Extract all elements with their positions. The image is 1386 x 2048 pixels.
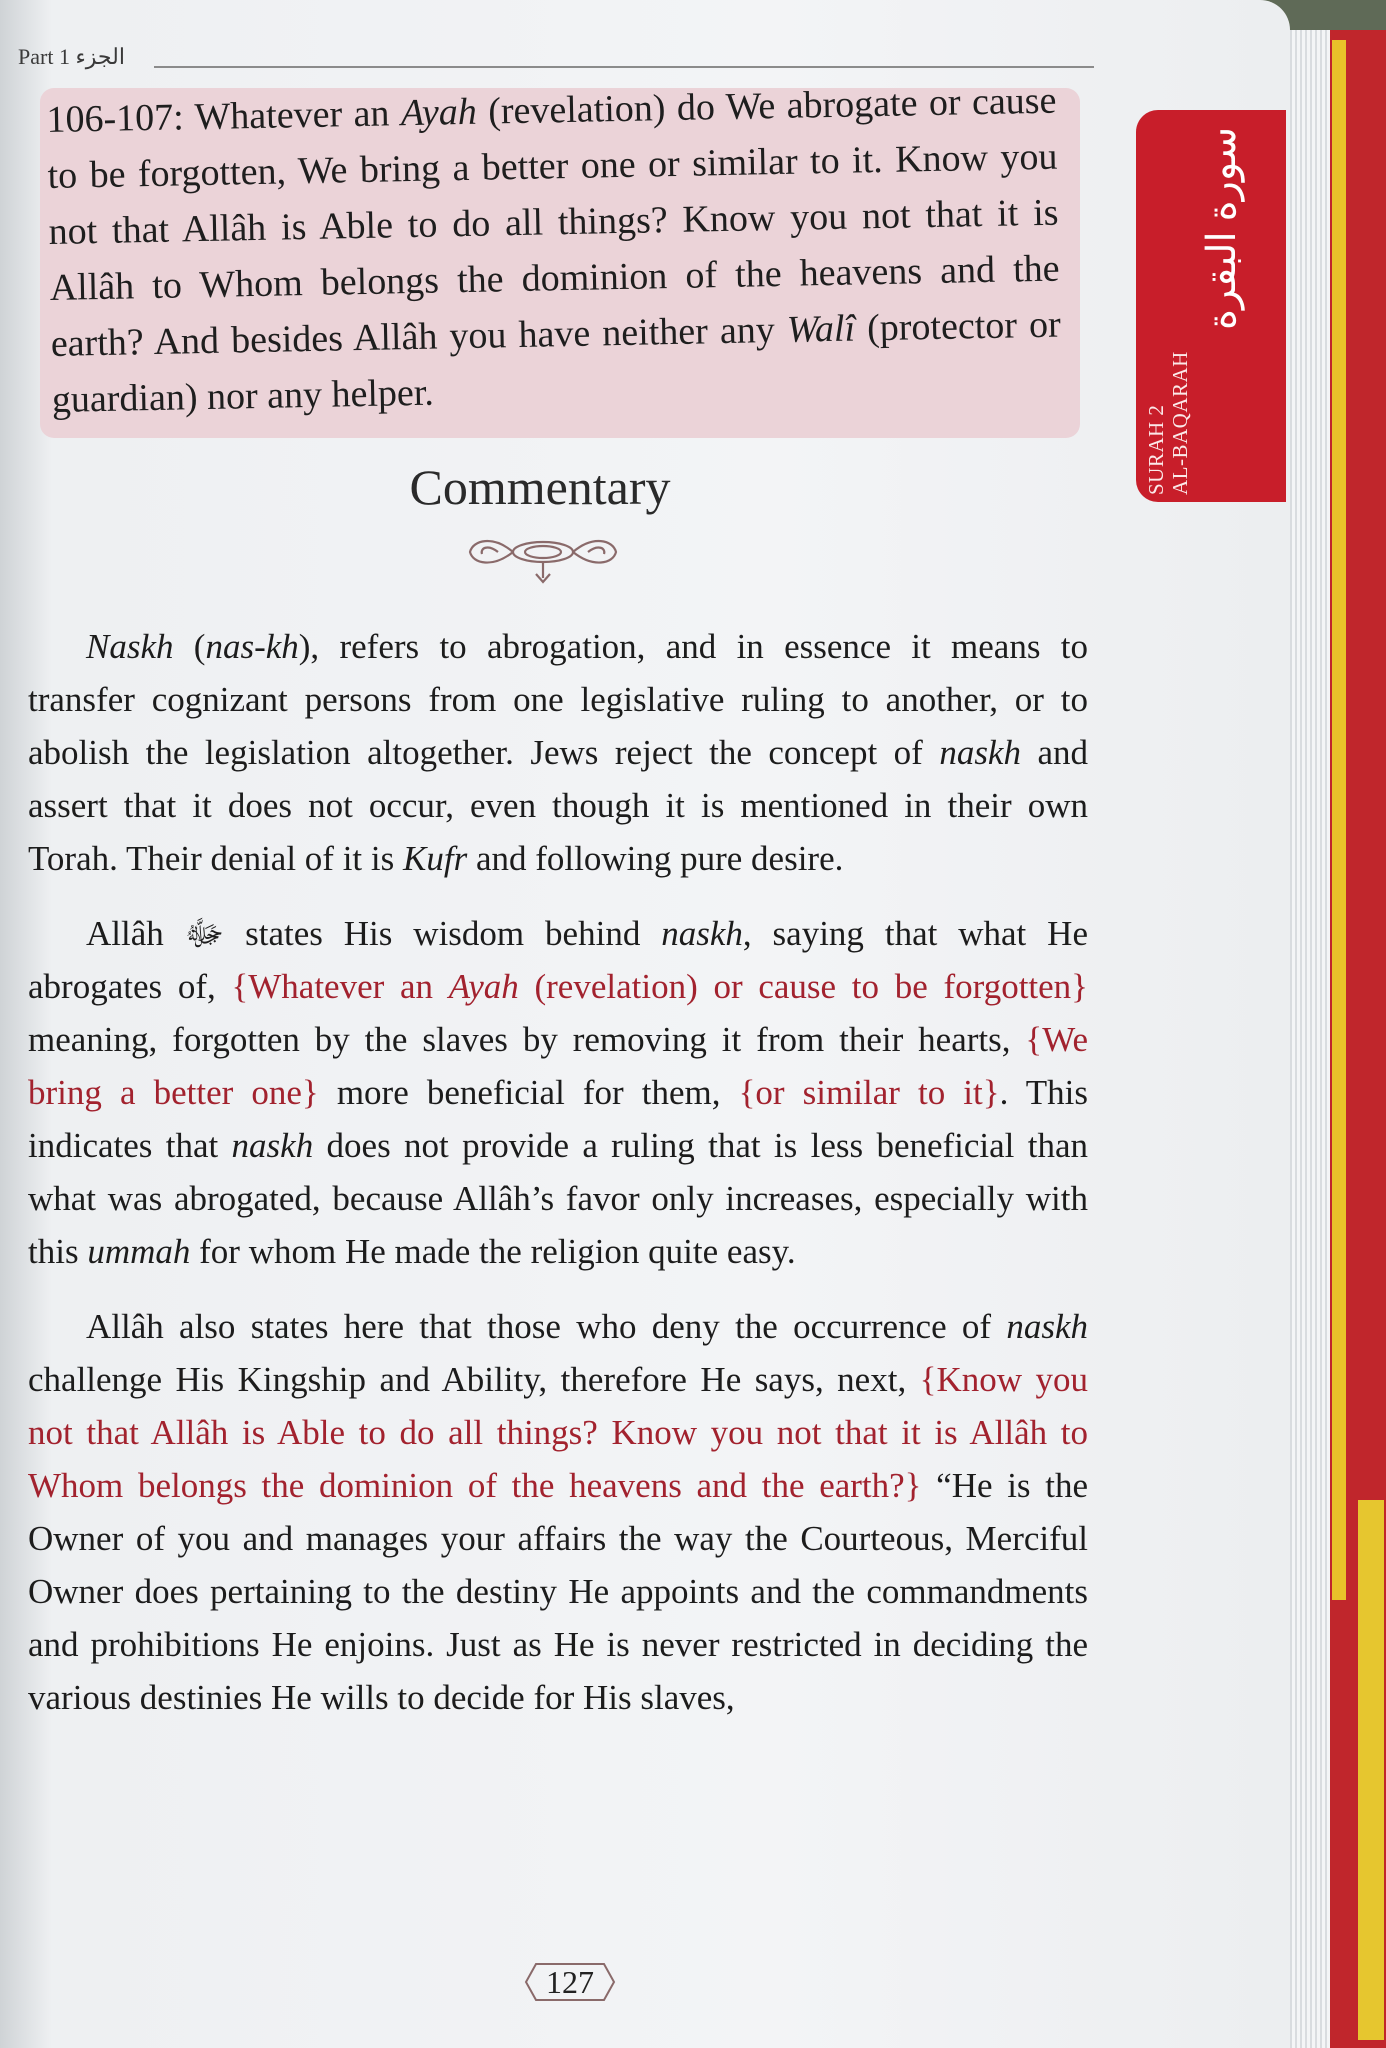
p3-c: challenge His Kingship and Ability, therefore He says, next, <box>28 1360 920 1399</box>
verse-translation <box>46 73 1062 428</box>
page-number-text: 127 <box>546 1964 594 2000</box>
page-number <box>522 1958 618 2006</box>
cover-gold-band-lower <box>1358 1500 1384 2040</box>
paragraph-2 <box>28 907 1088 1278</box>
p2-i: meaning, forgotten by the slaves by removing it from their hearts, <box>28 1020 1026 1059</box>
p3-a: Allâh also states here that those who deny the occurrence of <box>86 1307 1007 1346</box>
surah-number: SURAH 2 <box>1144 404 1168 495</box>
p2-e: , saying that what He abrogates of, <box>28 914 1088 1006</box>
verse-text-1: Whatever an <box>183 92 402 139</box>
quote-1a: {Whatever an <box>231 967 449 1006</box>
quote-3: {or similar to it} <box>738 1073 1000 1112</box>
quote-1b: (revelation) or cause to be forgotten} <box>518 967 1088 1006</box>
p2-c: states His wisdom behind <box>224 914 662 953</box>
paragraph-3 <box>28 1300 1088 1724</box>
honorific-glyph-icon: ﷻ <box>184 914 225 953</box>
verse-reference: 106-107: <box>46 96 185 141</box>
term-naskh-2: naskh <box>939 733 1021 772</box>
flourish-ornament-icon <box>458 530 628 600</box>
verse-term-wali: Walî <box>786 307 856 351</box>
p2-k: more beneficial for them, <box>318 1073 739 1112</box>
commentary-body <box>28 620 1088 1724</box>
verse-text-3: (protector or guardian) nor any helper. <box>51 303 1062 421</box>
term-kufr: Kufr <box>403 839 468 878</box>
surah-tab-label <box>1144 351 1192 495</box>
part-label-arabic: الجزء <box>75 44 125 69</box>
surah-arabic-title: سورة البقرة <box>1199 126 1244 330</box>
verse-text-2: (revelation) do We abrogate or cause to be forgotten, We bring a better one or similar to it. Know you not that Allâh is Able to do all things? Know you not that it is Allâh to Whom belongs the dominion of the heavens and the earth? And besides Allâh you have neither any <box>47 79 1060 365</box>
p1-f: and assert that it does not occur, even though it is mentioned in their own Torah. Their denial of it is <box>28 733 1088 878</box>
quote-2: {We bring a better one} <box>28 1020 1088 1112</box>
p2-o: does not provide a ruling that is less beneficial than what was abrogated, because Allâh’s favor only increases, especially with this <box>28 1126 1088 1271</box>
verse-term-ayah: Ayah <box>400 90 478 135</box>
p1-d: ), refers to abrogation, and in essence it means to transfer cognizant persons from one legislative ruling to another, or to abolish the legislation altogether. Jews reject the concept of <box>28 627 1088 772</box>
p2-a: Allâh <box>86 914 185 953</box>
quote-1-ayah: Ayah <box>448 967 519 1006</box>
surah-name: AL-BAQARAH <box>1168 351 1192 495</box>
part-label-text: Part 1 <box>18 44 70 69</box>
commentary-heading: Commentary <box>409 459 671 515</box>
term-nas-kh: nas-kh <box>205 627 299 666</box>
p3-e: “He is the Owner of you and manages your affairs the way the Courteous, Merciful Owner does pertaining to the destiny He appoints and the commandments and prohibitions He enjoins. Just as He is never restricted in deciding the various destinies He wills to decide for His slaves, <box>28 1466 1088 1717</box>
part-label <box>18 44 125 70</box>
p1-b: ( <box>173 627 206 666</box>
p2-m: . This indicates that <box>28 1073 1089 1165</box>
p2-q: for whom He made the religion quite easy. <box>190 1232 796 1271</box>
cover-gold-band <box>1332 40 1346 1600</box>
term-naskh: Naskh <box>86 627 174 666</box>
page-edges <box>1290 30 1330 2048</box>
paragraph-1 <box>28 620 1088 885</box>
quote-4: {Know you not that Allâh is Able to do all things? Know you not that it is Allâh to Whom belongs the dominion of the heavens and the earth?} <box>28 1360 1088 1505</box>
term-naskh-3: naskh <box>661 914 743 953</box>
term-ummah: ummah <box>87 1232 191 1271</box>
p1-h: and following pure desire. <box>467 839 844 878</box>
term-naskh-4: naskh <box>231 1126 314 1165</box>
term-naskh-5: naskh <box>1006 1307 1088 1346</box>
header-rule <box>154 66 1094 68</box>
